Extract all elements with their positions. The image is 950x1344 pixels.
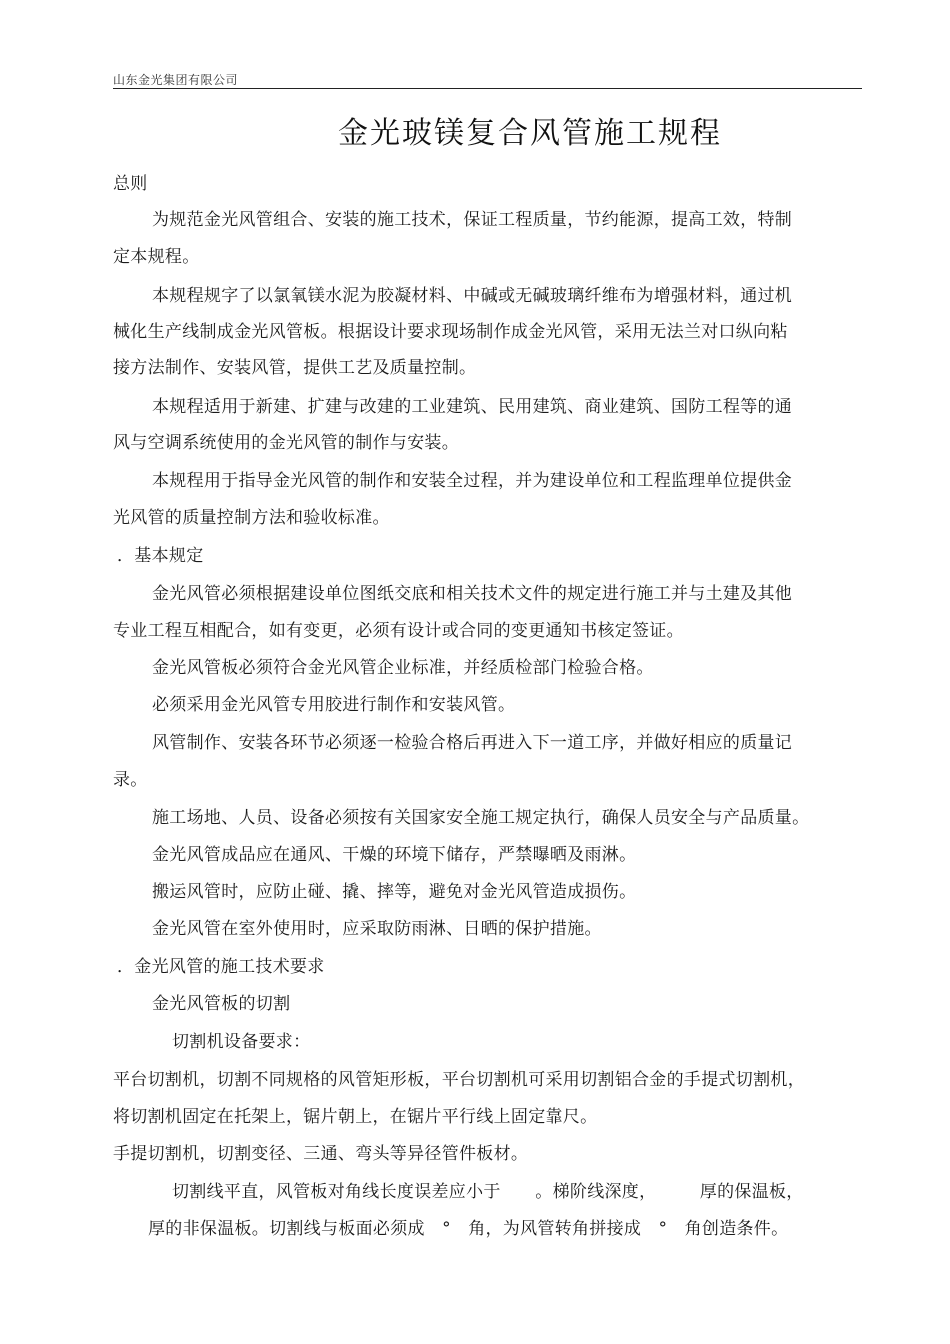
paragraph-line: 为规范金光风管组合、安装的施工技术，保证工程质量，节约能源，提高工效，特制 bbox=[152, 210, 793, 230]
subsection-heading-equipment: 切割机设备要求： bbox=[172, 1032, 311, 1052]
paragraph-line: 厚的非保温板。切割线与板面必须成 ° 角，为风管转角拼接成 ° 角创造条件。 bbox=[148, 1219, 789, 1239]
subsection-heading-cutting: 金光风管板的切割 bbox=[152, 994, 291, 1014]
paragraph-line: 施工场地、人员、设备必须按有关国家安全施工规定执行，确保人员安全与产品质量。 bbox=[152, 808, 810, 828]
paragraph-line: 金光风管成品应在通风、干燥的环境下储存，严禁曝晒及雨淋。 bbox=[152, 845, 637, 865]
paragraph-line: 手提切割机，切割变径、三通、弯头等异径管件板材。 bbox=[113, 1144, 529, 1164]
paragraph-line: 将切割机固定在托架上，锯片朝上，在锯片平行线上固定靠尺。 bbox=[113, 1107, 598, 1127]
paragraph-line: 风管制作、安装各环节必须逐一检验合格后再进入下一道工序，并做好相应的质量记 bbox=[152, 733, 793, 753]
paragraph-line: 本规程规字了以氯氧镁水泥为胶凝材料、中碱或无碱玻璃纤维布为增强材料，通过机 bbox=[152, 286, 793, 306]
header-rule bbox=[113, 88, 862, 89]
paragraph-line: 平台切割机，切割不同规格的风管矩形板，平台切割机可采用切割铝合金的手提式切割机， bbox=[113, 1070, 805, 1090]
paragraph-line: 专业工程互相配合，如有变更，必须有设计或合同的变更通知书核定签证。 bbox=[113, 621, 684, 641]
paragraph-line: 录。 bbox=[113, 770, 148, 790]
header-company: 山东金光集团有限公司 bbox=[113, 73, 239, 87]
paragraph-line: 金光风管在室外使用时，应采取防雨淋、日晒的保护措施。 bbox=[152, 919, 602, 939]
paragraph-line: 定本规程。 bbox=[113, 247, 200, 267]
paragraph-line: 本规程用于指导金光风管的制作和安装全过程，并为建设单位和工程监理单位提供金 bbox=[152, 471, 793, 491]
paragraph-line: 本规程适用于新建、扩建与改建的工业建筑、民用建筑、商业建筑、国防工程等的通 bbox=[152, 397, 793, 417]
paragraph-line: 搬运风管时，应防止碰、撬、摔等，避免对金光风管造成损伤。 bbox=[152, 882, 637, 902]
paragraph-line: 风与空调系统使用的金光风管的制作与安装。 bbox=[113, 433, 459, 453]
paragraph-line: 接方法制作、安装风管，提供工艺及质量控制。 bbox=[113, 358, 477, 378]
document-title: 金光玻镁复合风管施工规程 bbox=[338, 116, 722, 151]
paragraph-line: 金光风管必须根据建设单位图纸交底和相关技术文件的规定进行施工并与土建及其他 bbox=[152, 584, 793, 604]
paragraph-line: 械化生产线制成金光风管板。根据设计要求现场制作成金光风管，采用无法兰对口纵向粘 bbox=[113, 322, 788, 342]
section-heading-technical: ．金光风管的施工技术要求 bbox=[117, 957, 325, 977]
paragraph-line: 切割线平直，风管板对角线长度误差应小于 。梯阶线深度， 厚的保温板， bbox=[172, 1182, 804, 1202]
paragraph-line: 光风管的质量控制方法和验收标准。 bbox=[113, 508, 390, 528]
paragraph-line: 必须采用金光风管专用胶进行制作和安装风管。 bbox=[152, 695, 516, 715]
section-heading-basic-rules: ．基本规定 bbox=[117, 546, 204, 566]
paragraph-line: 金光风管板必须符合金光风管企业标准，并经质检部门检验合格。 bbox=[152, 658, 654, 678]
section-heading-general: 总则 bbox=[113, 174, 148, 194]
